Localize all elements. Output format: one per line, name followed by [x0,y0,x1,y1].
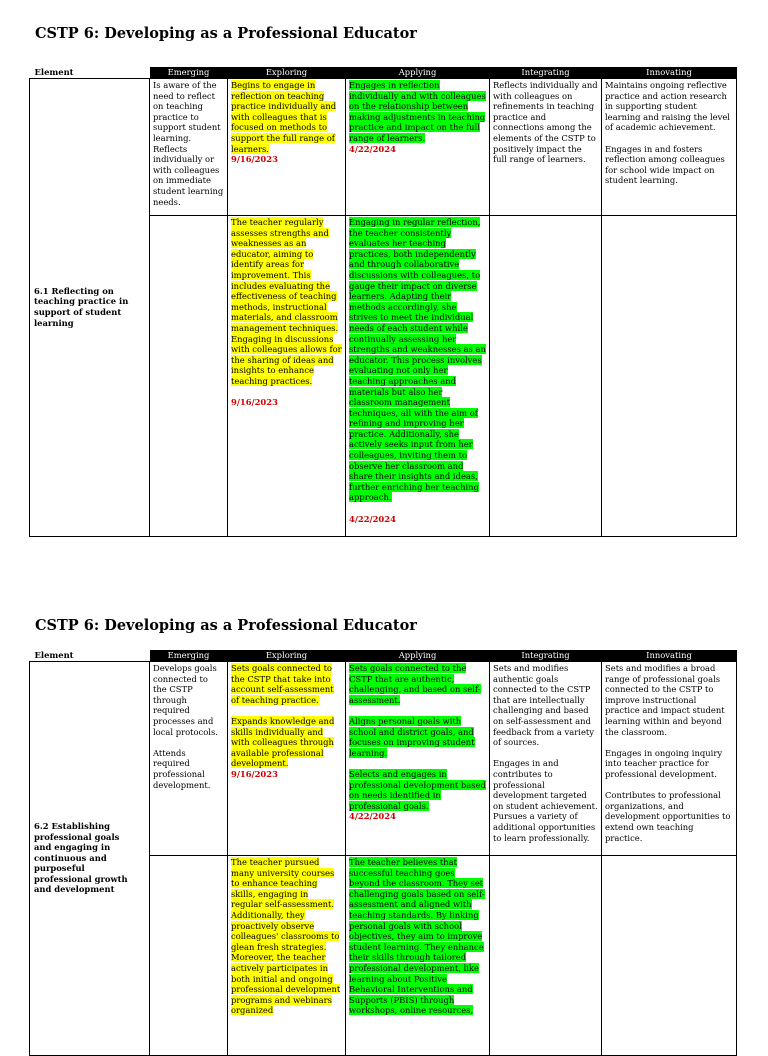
innovating-text-2: Engages in ongoing inquiry into teacher practice for professional development. [605,747,723,779]
innovating-text-2: Engages in and fosters reflection among colleagues for school wide impact on student learning. [605,143,725,186]
rubric-row [30,79,737,216]
integrating-text-1: Sets and modifies authentic goals connected to the CSTP that are intellectually challenging and based on self-assessment and feedback from a variety of sources. [493,663,595,748]
exploring-text-1: Sets goals connected to the CSTP that take into account self-assessment of teaching practice. [231,663,334,705]
emerging-text-1: Develops goals connected to the CSTP through required processes and local protocols. [153,663,218,737]
integrating-cell [490,79,602,216]
exploring-date: 9/16/2023 [231,154,278,165]
applying-evidence-cell [346,216,490,537]
section2-title: CSTP 6: Developing as a Professional Educator [35,617,417,634]
innovating-text-3: Contributes to professional organizations, and development opportunities to extend own teaching practice. [605,790,731,843]
applying-evidence-text: Engaging in regular reflection, the teacher consistently evaluates her teaching practices, both independently and through collaborative discussions with colleagues, to gauge their impact on diverse learners. Adapting their methods accordingly, she strives to meet the individual needs of each student while continually assessing her strengths and weaknesses as an educator. This process involves evaluating not only her teaching approaches and materials but also her classroom management techniques, all with the aim of refining and improving her practice. Additionally, she actively seeks input from her colleagues, inviting them to observe her classroom and share their insights and ideas, further enriching her teaching approach. [349,217,486,503]
section1-title: CSTP 6: Developing as a Professional Educator [35,25,417,42]
integrating-text: Reflects individually and with colleagues on refinements in teaching practice and connections among the elements of the CSTP to positively impact the full range of learners. [493,80,598,165]
applying-evidence-date: 4/22/2024 [349,513,396,524]
exploring-cell [228,662,346,856]
exploring-date: 9/16/2023 [231,768,278,779]
applying-cell [346,79,490,216]
exploring-evidence-text: The teacher pursued many university courses to enhance teaching skills, engaging in regular self-assessment. Additionally, they proactively observe colleagues' classrooms to glean fresh strategies. Moreover, the teacher actively participates in both initial and ongoing professional development programs and webinars organized [231,857,341,1016]
rubric-row [30,662,737,856]
emerging-cell [150,79,228,216]
innovating-evidence-cell [602,856,737,1056]
exploring-evidence-text: The teacher regularly assesses strengths and weaknesses as an educator, aiming to identify areas for improvement. This includes evaluating the effectiveness of teaching methods, instructional materials, and classroom management techniques. Engaging in discussions with colleagues allows for the sharing of ideas and insights to enhance teaching practices. [231,217,342,386]
applying-text-3: Selects and engages in professional development based on needs identified in professional goals. [349,768,486,811]
header-integrating: Integrating [490,67,602,79]
header-innovating: Innovating [602,650,737,662]
applying-date: 4/22/2024 [349,143,396,154]
exploring-text-2: Expands knowledge and skills individually and with colleagues through available professional development. [231,715,335,769]
exploring-evidence-cell [228,216,346,537]
header-row [30,67,737,79]
header-element: Element [30,67,150,79]
integrating-cell [490,662,602,856]
innovating-evidence-cell [602,216,737,537]
header-applying: Applying [346,67,490,79]
element-label: 6.1 Reflecting on teaching practice in support of student learning [30,79,150,537]
applying-text: Engages in reflection individually and with colleagues on the relationship between making adjustments in teaching practice and impact on the full range of learners. [349,80,486,143]
header-integrating: Integrating [490,650,602,662]
element-label: 6.2 Establishing professional goals and engaging in continuous and purposeful professional growth and development [30,662,150,1056]
applying-evidence-text: The teacher believes that successful teaching goes beyond the classroom. They set challenging goals based on self-assessment and aligned with teaching standards. By linking personal goals with school objectives, they aim to improve student learning. They enhance their skills through tailored professional development, like learning about Positive Behavioral Interventions and Supports (PBIS) through workshops, online resources, [349,857,485,1016]
emerging-text-2: Attends required professional development. [153,747,211,790]
innovating-text-1: Sets and modifies a broad range of professional goals connected to the CSTP to improve instructional practice and impact student learning within and beyond the classroom. [605,663,725,737]
header-element: Element [30,650,150,662]
rubric-table-6-1 [29,67,737,537]
rubric-table-6-2 [29,650,737,1056]
emerging-evidence-cell [150,856,228,1056]
exploring-text: Begins to engage in reflection on teaching practice individually and with colleagues that is focused on methods to support the full range of learners. [231,80,337,154]
header-row [30,650,737,662]
emerging-evidence-cell [150,216,228,537]
integrating-evidence-cell [490,216,602,537]
applying-cell [346,662,490,856]
header-exploring: Exploring [228,650,346,662]
emerging-cell [150,662,228,856]
integrating-text-2: Engages in and contributes to professional development targeted on student achievement. Pursues a variety of additional opportunities to learn professionally. [493,758,598,843]
applying-text-2: Aligns personal goals with school and district goals, and focuses on improving student learning. [349,715,475,758]
applying-date: 4/22/2024 [349,811,396,822]
exploring-evidence-date: 9/16/2023 [231,397,278,408]
applying-text-1: Sets goals connected to the CSTP that are authentic, challenging, and based on self-assessment. [349,663,481,705]
applying-evidence-cell [346,856,490,1056]
header-emerging: Emerging [150,650,228,662]
header-exploring: Exploring [228,67,346,79]
header-applying: Applying [346,650,490,662]
header-emerging: Emerging [150,67,228,79]
integrating-evidence-cell [490,856,602,1056]
innovating-cell [602,662,737,856]
exploring-cell [228,79,346,216]
header-innovating: Innovating [602,67,737,79]
innovating-text-1: Maintains ongoing reflective practice and action research in supporting student learning and raising the level of academic achievement. [605,80,730,133]
innovating-cell [602,79,737,216]
emerging-text: Is aware of the need to reflect on teaching practice to support student learning. Reflects individually or with colleagues on immediate student learning needs. [153,80,224,207]
exploring-evidence-cell [228,856,346,1056]
